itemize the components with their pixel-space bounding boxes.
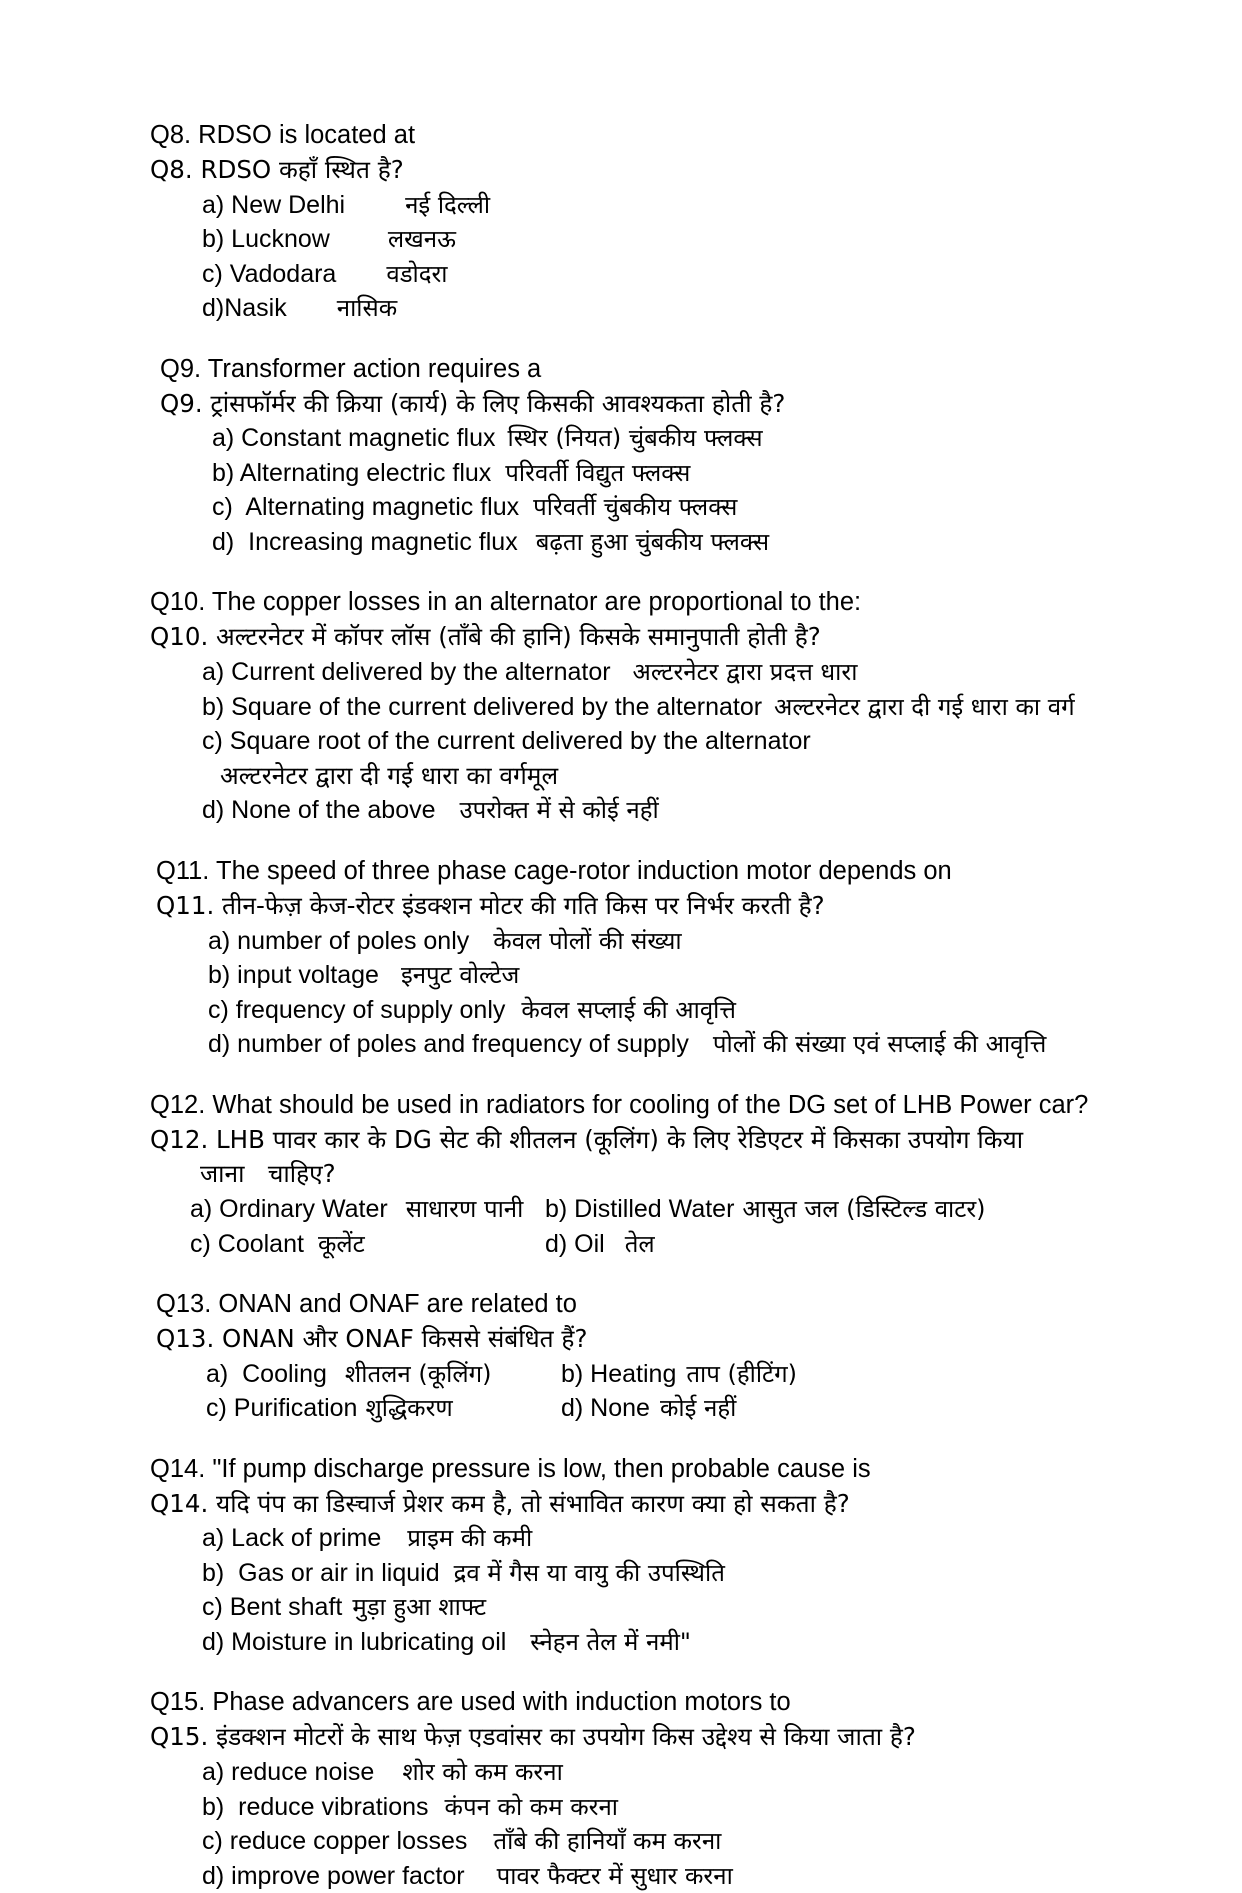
option-row: [156, 1357, 1152, 1392]
option-d[interactable]: [561, 1391, 1152, 1426]
option-c-en: c) Vadodara: [202, 259, 337, 288]
option-a[interactable]: [206, 1357, 561, 1392]
option-c-en: c) reduce copper losses: [202, 1827, 468, 1856]
option-d[interactable]: [156, 1027, 1152, 1062]
option-b[interactable]: [156, 958, 1152, 993]
question-block-q8: [150, 118, 1152, 326]
option-row: [150, 1227, 1152, 1262]
option-c-en: c) Square root of the current delivered by the alternator: [202, 727, 811, 756]
option-c[interactable]: [156, 993, 1152, 1028]
option-d-en: d)Nasik: [202, 294, 287, 323]
option-d-en: d) None of the above: [202, 796, 436, 825]
option-b-en: b) Heating: [561, 1359, 677, 1388]
option-a-en: a) Current delivered by the alternator: [202, 658, 611, 687]
option-d-hi: तेल: [624, 1229, 655, 1258]
option-c-en: c) Coolant: [190, 1229, 304, 1258]
option-b-en: b) Square of the current delivered by the alternator: [202, 692, 763, 721]
option-a-hi: केवल पोलों की संख्या: [493, 926, 682, 955]
option-b-hi: कंपन को कम करना: [444, 1792, 619, 1821]
option-a-en: a) Ordinary Water: [190, 1195, 388, 1224]
question-block-q10: [150, 585, 1152, 827]
question-block-q9: [150, 352, 1152, 560]
option-c[interactable]: [160, 490, 1152, 525]
question-block-q11: [150, 854, 1152, 1062]
option-b[interactable]: [150, 222, 1152, 257]
option-d-hi: पावर फैक्टर में सुधार करना: [496, 1861, 733, 1890]
option-a-hi: शोर को कम करना: [402, 1758, 563, 1787]
question-text-hindi: Q9. ट्रांसफॉर्मर की क्रिया (कार्य) के लिए किसकी आवश्यकता होती है?: [160, 388, 786, 418]
option-a-en: a) Cooling: [206, 1359, 327, 1388]
option-b-en: b) Distilled Water: [545, 1195, 735, 1224]
option-c[interactable]: [206, 1391, 561, 1426]
question-block-q12: [150, 1088, 1152, 1261]
option-a-en: a) New Delhi: [202, 190, 346, 219]
option-a[interactable]: [150, 655, 1152, 690]
option-c-hi: केवल सप्लाई की आवृत्ति: [521, 995, 736, 1024]
question-text-english: Q9. Transformer action requires a: [160, 354, 542, 383]
question-text-english: Q10. The copper losses in an alternator are proportional to the:: [150, 588, 862, 617]
option-b-hi: ताप (हीटिंग): [686, 1359, 798, 1388]
option-d-hi: पोलों की संख्या एवं सप्लाई की आवृत्ति: [712, 1030, 1047, 1059]
question-text-hindi: Q11. तीन-फेज़ केज-रोटर इंडक्शन मोटर की गति किस पर निर्भर करती है?: [156, 890, 825, 920]
question-text-hindi: Q13. ONAN और ONAF किससे संबंधित हैं?: [156, 1324, 588, 1353]
question-block-q13: [150, 1287, 1152, 1426]
option-b[interactable]: [150, 1790, 1152, 1825]
option-b-hi: द्रव में गैस या वायु की उपस्थिति: [453, 1558, 725, 1587]
option-a-hi: स्थिर (नियत) चुंबकीय फ्लक्स: [507, 424, 763, 453]
option-a-hi: नई दिल्ली: [405, 190, 491, 219]
option-b[interactable]: [561, 1357, 1152, 1392]
question-block-q14: [150, 1452, 1152, 1660]
option-a[interactable]: [190, 1192, 545, 1227]
option-b-en: b) reduce vibrations: [202, 1792, 429, 1821]
option-c[interactable]: [190, 1227, 545, 1262]
option-a[interactable]: [150, 188, 1152, 223]
option-d-en: d) number of poles and frequency of supply: [208, 1030, 689, 1059]
option-c-hi: मुड़ा हुआ शाफ्ट: [352, 1593, 487, 1622]
option-d-en: d) None: [561, 1394, 650, 1423]
option-a-en: a) Lack of prime: [202, 1524, 382, 1553]
option-b-hi: लखनऊ: [387, 225, 456, 254]
question-text-hindi: Q12. LHB पावर कार के DG सेट की शीतलन (कूलिंग) के लिए रेडिएटर में किसका उपयोग किया: [150, 1124, 1024, 1154]
option-c-hi: ताँबे की हानियाँ कम करना: [493, 1827, 722, 1856]
question-text-english: Q12. What should be used in radiators for cooling of the DG set of LHB Power car?: [150, 1090, 1089, 1119]
option-b-en: b) Gas or air in liquid: [202, 1558, 440, 1587]
option-c-en: c) Bent shaft: [202, 1593, 343, 1622]
question-text-english: Q13. ONAN and ONAF are related to: [156, 1290, 577, 1319]
option-d-en: d) improve power factor: [202, 1861, 465, 1890]
question-text-hindi-wrap: जाना चाहिए?: [200, 1159, 336, 1189]
option-b[interactable]: [160, 456, 1152, 491]
option-c-hi: परिवर्ती चुंबकीय फ्लक्स: [533, 493, 738, 522]
option-d-en: d) Oil: [545, 1229, 605, 1258]
option-a-en: a) reduce noise: [202, 1758, 375, 1787]
option-b-en: b) Lucknow: [202, 225, 330, 254]
option-c-hi: शुद्धिकरण: [365, 1394, 453, 1423]
option-b-hi: अल्टरनेटर द्वारा दी गई धारा का वर्ग: [774, 692, 1075, 721]
option-c-hi: कूलेंट: [317, 1229, 365, 1258]
option-a-hi: अल्टरनेटर द्वारा प्रदत्त धारा: [632, 658, 858, 687]
option-a[interactable]: [160, 421, 1152, 456]
option-d[interactable]: [150, 793, 1152, 828]
question-text-hindi: Q14. यदि पंप का डिस्चार्ज प्रेशर कम है, तो संभावित कारण क्या हो सकता है?: [150, 1488, 850, 1518]
option-a-en: a) number of poles only: [208, 926, 470, 955]
option-d[interactable]: [150, 1859, 1152, 1893]
option-b-hi: आसुत जल (डिस्टिल्ड वाटर): [742, 1195, 986, 1224]
option-a-hi: शीतलन (कूलिंग): [344, 1359, 492, 1388]
option-b-en: b) Alternating electric flux: [212, 458, 492, 487]
question-text-english: Q15. Phase advancers are used with induction motors to: [150, 1688, 791, 1717]
question-text-hindi: Q10. अल्टरनेटर में कॉपर लॉस (ताँबे की हानि) किसके समानुपाती होती है?: [150, 622, 821, 652]
option-d[interactable]: [150, 291, 1152, 326]
option-b-hi: इनपुट वोल्टेज: [400, 961, 520, 990]
question-text-hindi: Q15. इंडक्शन मोटरों के साथ फेज़ एडवांसर का उपयोग किस उद्देश्य से किया जाता है?: [150, 1722, 916, 1752]
option-d-en: d) Moisture in lubricating oil: [202, 1627, 507, 1656]
option-d-hi: स्नेहन तेल में नमी": [530, 1627, 691, 1656]
option-d-hi: कोई नहीं: [659, 1394, 737, 1423]
option-b-en: b) input voltage: [208, 961, 379, 990]
option-c[interactable]: [150, 724, 1152, 759]
option-d-en: d) Increasing magnetic flux: [212, 527, 518, 556]
question-block-q15: [150, 1685, 1152, 1893]
option-c-hi: वडोदरा: [386, 259, 448, 288]
option-row: [156, 1391, 1152, 1426]
question-text-english: Q11. The speed of three phase cage-rotor induction motor depends on: [156, 856, 952, 885]
option-d-hi: उपरोक्त में से कोई नहीं: [459, 796, 659, 825]
option-d[interactable]: [150, 1625, 1152, 1660]
option-a-hi: साधारण पानी: [405, 1195, 524, 1224]
question-text-hindi: Q8. RDSO कहाँ स्थित है?: [150, 154, 404, 184]
option-a-hi: प्राइम की कमी: [407, 1524, 533, 1553]
option-b[interactable]: [150, 1556, 1152, 1591]
option-c[interactable]: [150, 257, 1152, 292]
option-a[interactable]: [150, 1755, 1152, 1790]
option-c[interactable]: [150, 1824, 1152, 1859]
option-b[interactable]: [545, 1192, 1152, 1227]
question-text-english: Q8. RDSO is located at: [150, 121, 416, 149]
option-b[interactable]: [150, 690, 1152, 725]
option-a[interactable]: [156, 924, 1152, 959]
option-row: [150, 1192, 1152, 1227]
option-a-en: a) Constant magnetic flux: [212, 424, 496, 453]
option-a[interactable]: [150, 1521, 1152, 1556]
option-c-en: c) Alternating magnetic flux: [212, 493, 520, 522]
option-d[interactable]: [545, 1227, 1152, 1262]
option-c-en: c) frequency of supply only: [208, 995, 506, 1024]
option-d-hi: बढ़ता हुआ चुंबकीय फ्लक्स: [535, 527, 770, 556]
option-d-hi: नासिक: [336, 294, 398, 323]
question-text-english: Q14. "If pump discharge pressure is low, then probable cause is: [150, 1454, 871, 1483]
option-d[interactable]: [160, 525, 1152, 560]
option-c-en: c) Purification: [206, 1394, 358, 1423]
option-b-hi: परिवर्ती विद्युत फ्लक्स: [505, 458, 691, 487]
option-c[interactable]: [150, 1590, 1152, 1625]
option-c-hindi-wrap: अल्टरनेटर द्वारा दी गई धारा का वर्गमूल: [220, 760, 559, 790]
